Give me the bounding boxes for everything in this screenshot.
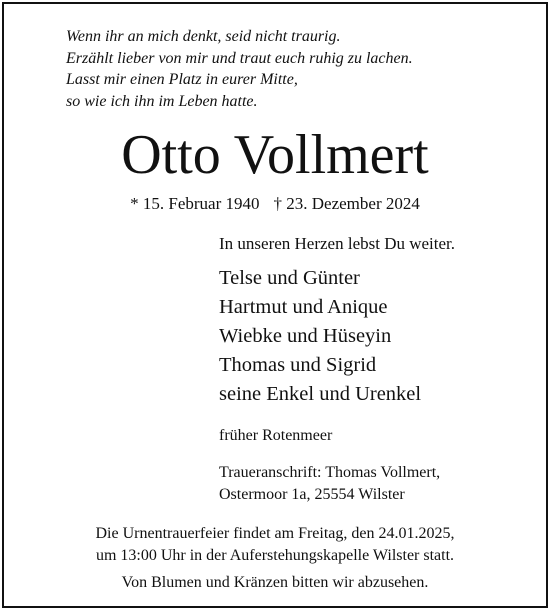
mourning-address <box>219 462 440 505</box>
address-line: Ostermoor 1a, 25554 Wilster <box>219 485 405 503</box>
mourner: seine Enkel und Urenkel <box>219 383 422 405</box>
mourner: Hartmut und Anique <box>219 296 388 318</box>
poem-line: Erzählt lieber von mir und traut euch ruhig zu lachen. <box>66 49 413 67</box>
poem-line: Lasst mir einen Platz in eurer Mitte, <box>66 71 298 88</box>
mourner: Wiebke und Hüseyin <box>219 325 392 347</box>
deceased-name: Otto Vollmert <box>121 124 429 186</box>
poem-line: so wie ich ihn im Leben hatte. <box>66 92 258 110</box>
former-residence: früher Rotenmeer <box>219 427 333 444</box>
ceremony-info <box>4 523 546 566</box>
obituary-notice <box>2 2 548 608</box>
address-line: Traueranschrift: Thomas Vollmert, <box>219 464 441 481</box>
ceremony-line: Die Urnentrauerfeier findet am Freitag, den 24.01.2025, <box>95 525 455 542</box>
life-dates <box>4 193 546 215</box>
ceremony-line: um 13:00 Uhr in der Auferstehungskapelle Wilster statt. <box>95 546 455 564</box>
mourner: Telse und Günter <box>219 267 360 289</box>
memorial-motto: In unseren Herzen lebst Du weiter. <box>219 234 456 253</box>
flowers-request: Von Blumen und Kränzen bitten wir abzusehen. <box>121 574 429 591</box>
death-date: † 23. Dezember 2024 <box>273 194 420 213</box>
poem-line: Wenn ihr an mich denkt, seid nicht traurig. <box>66 28 341 45</box>
poem <box>66 26 413 112</box>
birth-date: * 15. Februar 1940 <box>130 194 260 213</box>
mourners-list <box>219 264 421 409</box>
mourner: Thomas und Sigrid <box>219 354 377 376</box>
